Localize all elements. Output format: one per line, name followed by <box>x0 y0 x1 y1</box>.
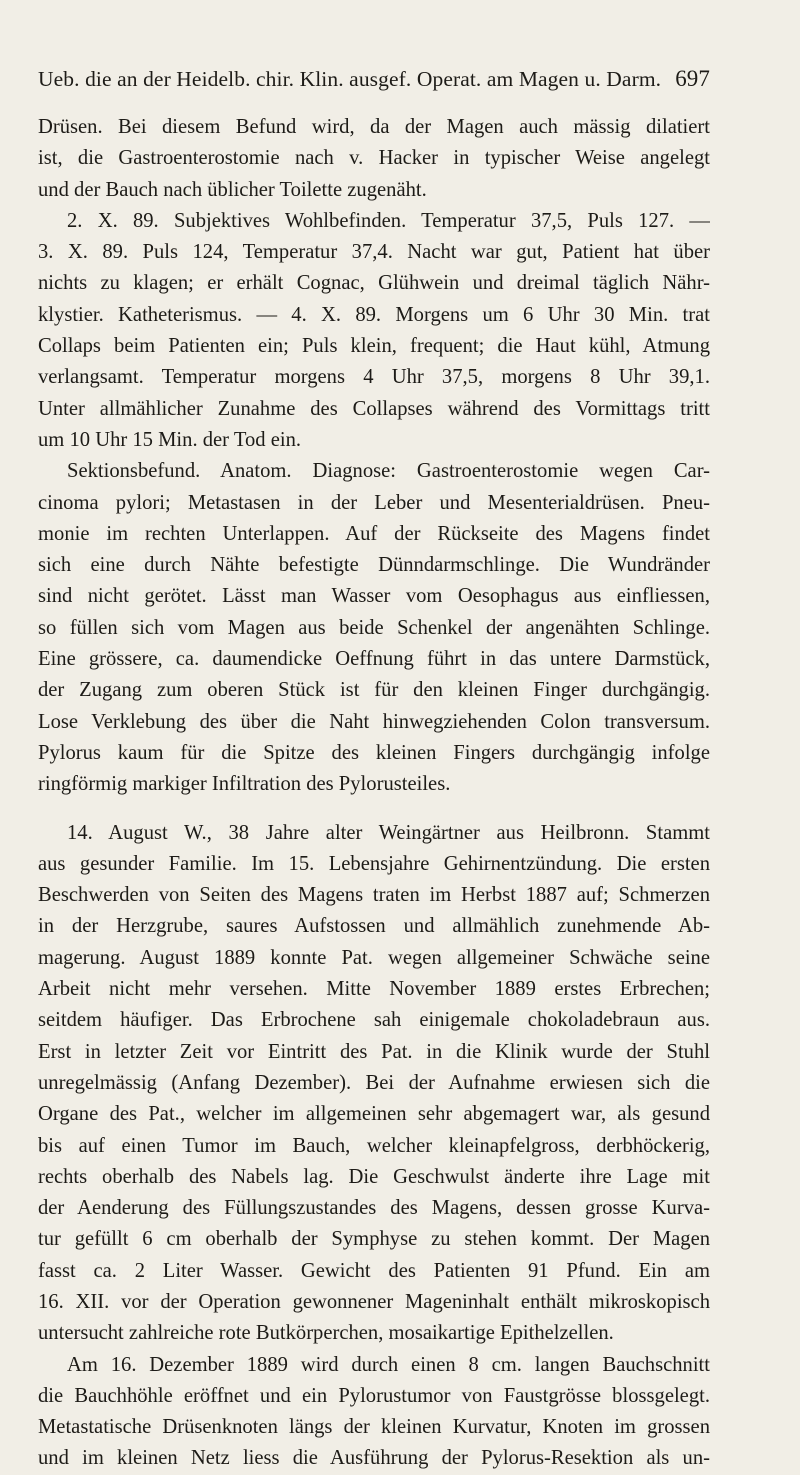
text-line: so füllen sich vom Magen aus beide Schenkel der angenähten Schlinge. <box>38 616 710 639</box>
text-line: 3. X. 89. Puls 124, Temperatur 37,4. Nacht war gut, Patient hat über <box>38 241 710 264</box>
text-line: verlangsamt. Temperatur morgens 4 Uhr 37,5, morgens 8 Uhr 39,1. <box>38 366 710 389</box>
paragraph-gap <box>38 801 710 818</box>
paragraph-case-14 <box>38 818 710 1350</box>
text-line: seitdem häufiger. Das Erbrochene sah einigemale chokoladebraun aus. <box>38 1009 710 1032</box>
text-line: Erst in letzter Zeit vor Eintritt des Pat. in die Klinik wurde der Stuhl <box>38 1040 710 1063</box>
running-title: Ueb. die an der Heidelb. chir. Klin. ausgef. Operat. am Magen u. Darm. <box>38 67 662 91</box>
text-line: in der Herzgrube, saures Aufstossen und allmählich zunehmende Ab- <box>38 915 710 938</box>
page-number: 697 <box>675 66 710 91</box>
text-line: Am 16. Dezember 1889 wird durch einen 8 cm. langen Bauchschnitt <box>67 1353 710 1376</box>
text-line: sind nicht gerötet. Lässt man Wasser vom Oesophagus aus einfliessen, <box>38 585 710 608</box>
text-line: und im kleinen Netz liess die Ausführung der Pylorus-Resektion als un- <box>38 1447 710 1470</box>
text-line: 14. August W., 38 Jahre alter Weingärtner aus Heilbronn. Stammt <box>67 821 710 844</box>
text-line: Drüsen. Bei diesem Befund wird, da der Magen auch mässig dilatiert <box>38 116 710 138</box>
paragraph-course <box>38 206 710 456</box>
paragraph-autopsy <box>38 456 710 800</box>
running-header <box>38 66 710 92</box>
text-line: cinoma pylori; Metastasen in der Leber und Mesenterialdrüsen. Pneu- <box>38 491 710 514</box>
text-line: Organe des Pat., welcher im allgemeinen sehr abgemagert war, als gesund <box>38 1103 710 1126</box>
text-line: der Aenderung des Füllungszustandes des Magens, dessen grosse Kurva- <box>38 1197 710 1220</box>
text-line: 16. XII. vor der Operation gewonnener Mageninhalt enthält mikroskopisch <box>38 1290 710 1313</box>
text-line: nichts zu klagen; er erhält Cognac, Glühwein und dreimal täglich Nähr- <box>38 272 710 295</box>
text-line: um 10 Uhr 15 Min. der Tod ein. <box>38 428 302 451</box>
text-line: Beschwerden von Seiten des Magens traten im Herbst 1887 auf; Schmerzen <box>38 884 710 907</box>
body-text <box>38 112 710 1475</box>
text-line: Sektionsbefund. Anatom. Diagnose: Gastroenterostomie wegen Car- <box>67 460 710 483</box>
text-line: unregelmässig (Anfang Dezember). Bei der Aufnahme erwiesen sich die <box>38 1071 710 1094</box>
text-line: der Zugang zum oberen Stück ist für den kleinen Finger durchgängig. <box>38 679 710 702</box>
paragraph-operation-end <box>38 112 710 206</box>
text-line: Eine grössere, ca. daumendicke Oeffnung führt in das untere Darmstück, <box>38 648 710 671</box>
text-line: Pylorus kaum für die Spitze des kleinen Fingers durchgängig infolge <box>38 741 710 764</box>
text-line: sich eine durch Nähte befestigte Dünndarmschlinge. Die Wundränder <box>38 554 710 577</box>
text-line: rechts oberhalb des Nabels lag. Die Geschwulst änderte ihre Lage mit <box>38 1165 710 1188</box>
paragraph-operation <box>38 1350 710 1475</box>
text-line: fasst ca. 2 Liter Wasser. Gewicht des Patienten 91 Pfund. Ein am <box>38 1259 710 1282</box>
text-line: untersucht zahlreiche rote Butkörperchen, mosaikartige Epithelzellen. <box>38 1322 614 1345</box>
text-line: ringförmig markiger Infiltration des Pylorusteiles. <box>38 773 451 796</box>
text-line: Unter allmählicher Zunahme des Collapses während des Vormittags tritt <box>38 397 710 420</box>
text-line: Lose Verklebung des über die Naht hinwegziehenden Colon transversum. <box>38 710 710 733</box>
text-line: Collaps beim Patienten ein; Puls klein, frequent; die Haut kühl, Atmung <box>38 335 710 358</box>
text-line: 2. X. 89. Subjektives Wohlbefinden. Temperatur 37,5, Puls 127. — <box>67 209 710 232</box>
text-line: ist, die Gastroenterostomie nach v. Hacker in typischer Weise angelegt <box>38 147 710 170</box>
text-line: Metastatische Drüsenknoten längs der kleinen Kurvatur, Knoten im grossen <box>38 1416 710 1439</box>
text-line: tur gefüllt 6 cm oberhalb der Symphyse zu stehen kommt. Der Magen <box>38 1228 710 1251</box>
text-line: Arbeit nicht mehr versehen. Mitte November 1889 erstes Erbrechen; <box>38 978 710 1001</box>
text-line: die Bauchhöhle eröffnet und ein Pylorustumor von Faustgrösse blossgelegt. <box>38 1384 710 1407</box>
text-line: bis auf einen Tumor im Bauch, welcher kleinapfelgross, derbhöckerig, <box>38 1134 710 1157</box>
text-line: und der Bauch nach üblicher Toilette zugenäht. <box>38 178 427 201</box>
text-line: magerung. August 1889 konnte Pat. wegen allgemeiner Schwäche seine <box>38 946 710 969</box>
text-line: aus gesunder Familie. Im 15. Lebensjahre Gehirnentzündung. Die ersten <box>38 852 710 875</box>
text-line: monie im rechten Unterlappen. Auf der Rückseite des Magens findet <box>38 522 710 545</box>
text-line: klystier. Katheterismus. — 4. X. 89. Morgens um 6 Uhr 30 Min. trat <box>38 303 710 326</box>
